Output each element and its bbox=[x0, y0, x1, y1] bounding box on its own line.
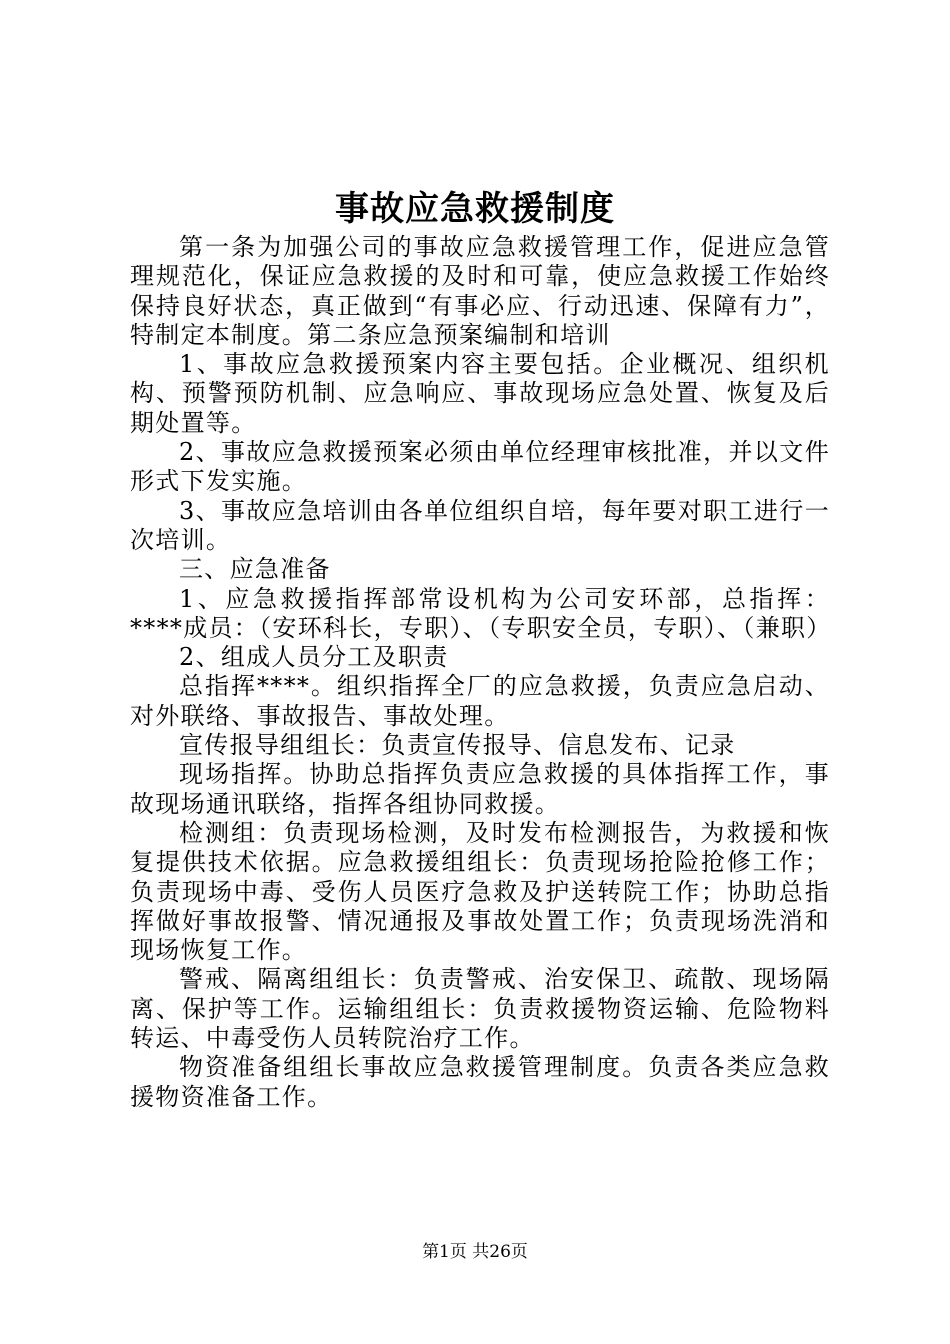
paragraph: 2、组成人员分工及职责 bbox=[179, 643, 449, 672]
paragraph: 第一条为加强公司的事故应急救援管理工作，促进应急管理规范化，保证应急救援的及时和可靠，使应急救援工作始终保持良好状态，真正做到“有事必应、行动迅速、保障有力”，特制定本制度。第二条应急预案编制和培训 bbox=[130, 233, 830, 349]
paragraph: 警戒、隔离组组长：负责警戒、治安保卫、疏散、现场隔离、保护等工作。运输组组长：负责救援物资运输、危险物料转运、中毒受伤人员转院治疗工作。 bbox=[130, 965, 830, 1053]
paragraph: 三、应急准备 bbox=[179, 555, 331, 584]
paragraph: 1、应急救援指挥部常设机构为公司安环部，总指挥：****成员：（安环科长，专职）、（专职安全员，专职）、（兼职） bbox=[130, 584, 832, 642]
paragraph: 1、事故应急救援预案内容主要包括。企业概况、组织机构、预警预防机制、应急响应、事故现场应急处置、恢复及后期处置等。 bbox=[130, 350, 830, 437]
paragraph: 2、事故应急救援预案必须由单位经理审核批准，并以文件形式下发实施。 bbox=[130, 438, 830, 496]
paragraph: 检测组：负责现场检测，及时发布检测报告，为救援和恢复提供技术依据。应急救援组组长：负责现场抢险抢修工作；负责现场中毒、受伤人员医疗急救及护送转院工作；协助总指挥做好事故报警、情况通报及事故处置工作；负责现场洗消和现场恢复工作。 bbox=[130, 818, 830, 965]
paragraph: 3、事故应急培训由各单位组织自培，每年要对职工进行一次培训。 bbox=[130, 496, 830, 554]
paragraph: 现场指挥。协助总指挥负责应急救援的具体指挥工作，事故现场通讯联络，指挥各组协同救援。 bbox=[130, 760, 830, 818]
paragraph: 宣传报导组组长：负责宣传报导、信息发布、记录 bbox=[179, 731, 736, 760]
document-body bbox=[130, 233, 830, 1112]
document-title: 事故应急救援制度 bbox=[335, 189, 615, 229]
paragraph: 物资准备组组长事故应急救援管理制度。负责各类应急救援物资准备工作。 bbox=[130, 1053, 830, 1111]
page-number-footer: 第1页 共26页 bbox=[422, 1242, 528, 1262]
paragraph: 总指挥****。组织指挥全厂的应急救援，负责应急启动、对外联络、事故报告、事故处理。 bbox=[130, 672, 830, 730]
